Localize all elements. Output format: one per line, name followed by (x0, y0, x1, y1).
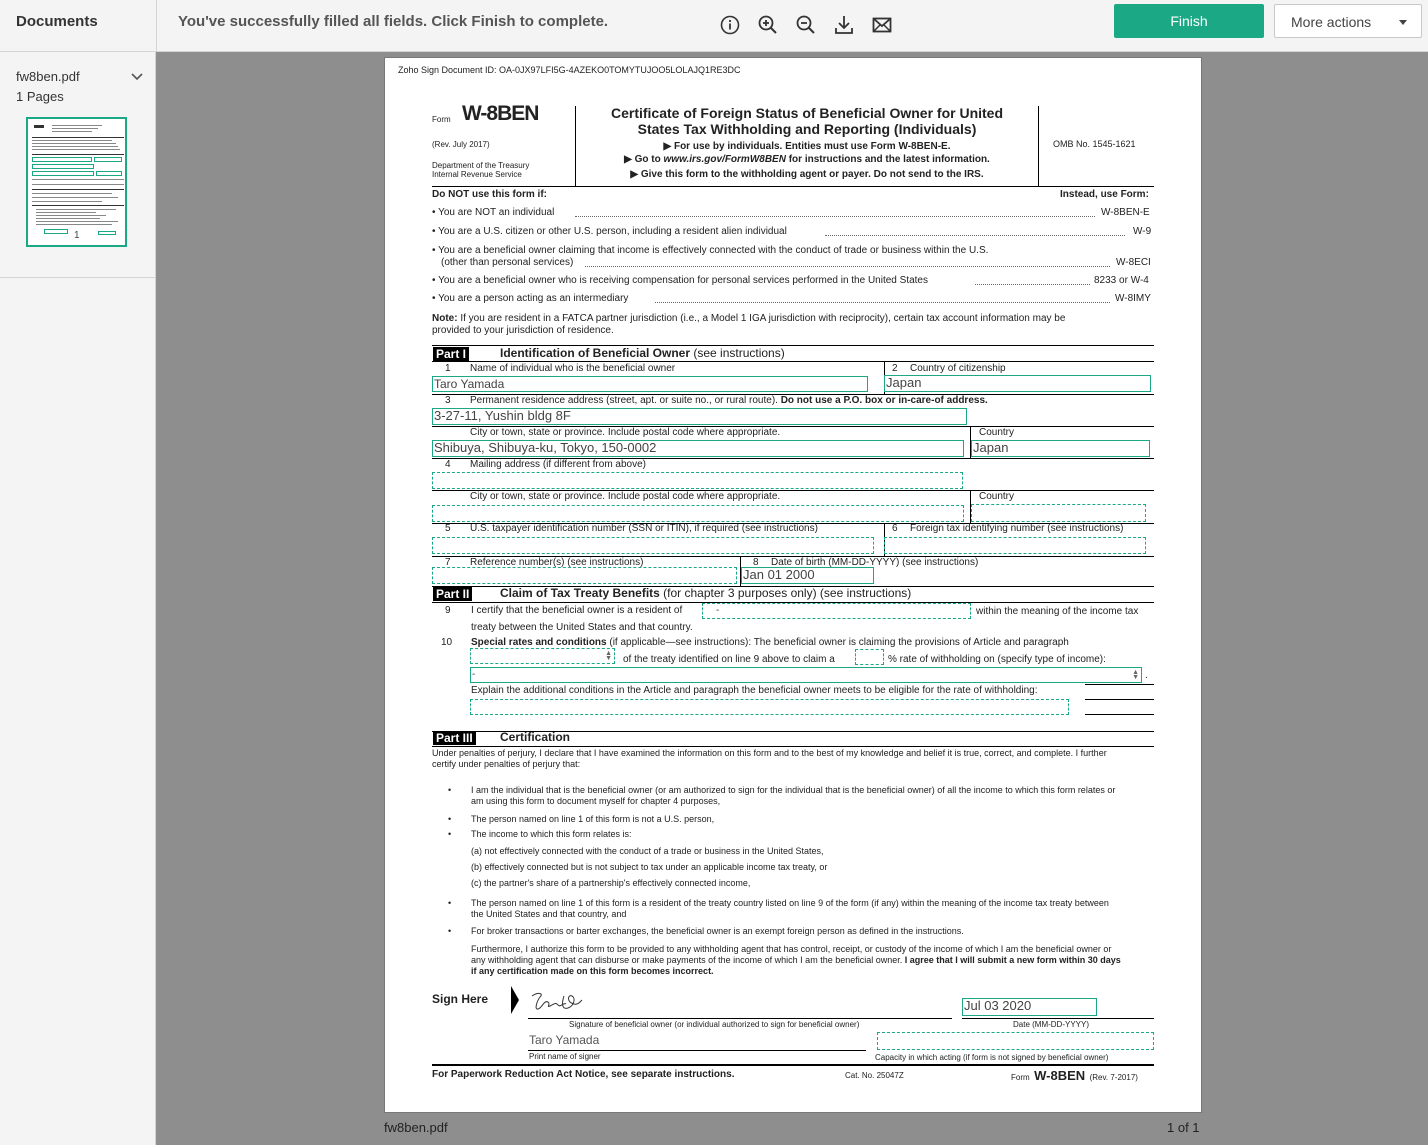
note-line-2: provided to your jurisdiction of residence. (432, 325, 614, 336)
row-rule (1085, 699, 1154, 700)
city-label: City or town, state or province. Include postal code where appropriate. (470, 427, 781, 438)
name-field[interactable]: Taro Yamada (432, 376, 868, 392)
finish-button[interactable]: Finish (1114, 4, 1264, 38)
city-field[interactable]: Shibuya, Shibuya-ku, Tokyo, 150-0002 (432, 440, 964, 457)
top-toolbar (0, 0, 1428, 52)
line2-number: 2 (892, 363, 898, 374)
line5-number: 5 (445, 523, 451, 534)
part3-tag: Part III (433, 731, 476, 745)
status-message: You've successfully filled all fields. Click Finish to complete. (178, 13, 609, 30)
more-actions-label: More actions (1291, 14, 1372, 30)
form-instruction-1: ▶ For use by individuals. Entities must use Form W-8BEN-E. (663, 141, 951, 152)
form-name: W-8BEN (462, 102, 539, 125)
bullet: • (448, 926, 452, 936)
exclusion-row-1: • You are NOT an individual (432, 207, 558, 218)
bullet: • (448, 814, 452, 824)
cert-item-4b: the United States and that country, and (471, 909, 627, 919)
exclusion-row-2: • You are a U.S. citizen or other U.S. person, including a resident alien individual (432, 226, 791, 237)
treaty-country-field[interactable] (702, 603, 971, 619)
sidebar-divider (0, 277, 156, 278)
sign-here-label: Sign Here (432, 992, 489, 1006)
dot-leader (655, 302, 1110, 303)
additional-conditions-field[interactable] (470, 699, 1069, 715)
line3-label: Permanent residence address (street, apt. or suite no., or rural route). Do not use a P.O. box or in-care-of address. (470, 395, 988, 406)
line3-number: 3 (445, 395, 451, 406)
line9-text-a: I certify that the beneficial owner is a resident of (471, 605, 683, 616)
do-not-use-heading: Do NOT use this form if: (432, 189, 547, 200)
line10-text-d: Explain the additional conditions in the Article and paragraph the beneficial owner meets to be eligible for the rate of withholding: (471, 685, 1038, 696)
signature-label: Signature of beneficial owner (or individual authorized to sign for beneficial owner) (569, 1020, 860, 1029)
info-icon[interactable] (718, 13, 742, 37)
footer-file-name: fw8ben.pdf (384, 1120, 448, 1135)
line10-text-b: of the treaty identified on line 9 above to claim a (623, 654, 835, 665)
cert-item-6c: if any certification made on this form becomes incorrect. (471, 966, 714, 976)
zoom-in-icon[interactable] (756, 13, 780, 37)
date-of-birth-field[interactable]: Jan 01 2000 (741, 567, 874, 584)
line10-period: . (1145, 670, 1148, 681)
cert-intro-1: Under penalties of perjury, I declare that I have examined the information on this form and to the best of my knowledge and belief it is true, correct, and complete. I further (432, 748, 1107, 758)
more-actions-dropdown[interactable] (1274, 4, 1422, 38)
line9-text-c: treaty between the United States and that country. (471, 622, 693, 633)
part2-heading: Claim of Tax Treaty Benefits (for chapter 3 purposes only) (see instructions) (500, 586, 912, 600)
country-field[interactable]: Japan (971, 440, 1150, 457)
cert-item-3: The income to which this form relates is: (471, 829, 632, 839)
footer-form-name: Form W-8BEN (Rev. 7-2017) (1011, 1068, 1138, 1083)
document-id: Zoho Sign Document ID: OA-0JX97LFI5G-4AZEKO0TOMYTUJOO5LOLAJQ1RE3DC (398, 65, 741, 75)
document-name[interactable]: fw8ben.pdf (16, 69, 80, 84)
income-type-select[interactable] (470, 667, 1142, 683)
instead-use-heading: Instead, use Form: (1060, 189, 1149, 200)
spinner-arrows-icon: ▲ ▼ (605, 650, 612, 662)
catalog-number: Cat. No. 25047Z (845, 1071, 904, 1080)
exclusion-form-3: W-8ECI (1116, 257, 1151, 268)
cert-item-4a: The person named on line 1 of this form is a resident of the treaty country listed on line 9 of the form (if any) within the meaning of the income tax treaty between (471, 898, 1109, 908)
form-revision: (Rev. July 2017) (432, 140, 490, 149)
mail-icon[interactable] (870, 13, 894, 37)
cert-item-6a: Furthermore, I authorize this form to be provided to any withholding agent that has control, receipt, or custody of the income of which I am the beneficial owner or (471, 944, 1112, 954)
reference-number-field[interactable] (432, 567, 737, 584)
row-rule (1085, 714, 1154, 715)
cert-item-3b: (b) effectively connected but is not subject to tax under an applicable income tax treaty, or (471, 862, 828, 872)
exclusion-form-4: 8233 or W-4 (1094, 275, 1149, 286)
exclusion-row-4: • You are a beneficial owner who is receiving compensation for personal services performed in the United States (432, 275, 932, 286)
foreign-tin-field[interactable] (884, 537, 1146, 554)
thumbnail-page-number: 1 (74, 230, 80, 241)
part3-heading-rule (432, 746, 1154, 747)
cert-item-1a: I am the individual that is the beneficial owner (or am authorized to sign for the individual that is the beneficial owner) of all the income to which this form relates or (471, 785, 1116, 795)
document-page-count: 1 Pages (16, 89, 64, 104)
date-label: Date (MM-DD-YYYY) (1013, 1020, 1090, 1029)
line8-label: Date of birth (MM-DD-YYYY) (see instructions) (771, 557, 979, 568)
dot-leader (975, 284, 1090, 285)
form-instruction-2: ▶ Go to www.irs.gov/FormW8BEN for instructions and the latest information. (624, 154, 990, 165)
line7-label: Reference number(s) (see instructions) (470, 557, 644, 568)
line4-number: 4 (445, 459, 451, 470)
line4-label: Mailing address (if different from above) (470, 459, 647, 470)
cert-item-2: The person named on line 1 of this form is not a U.S. person, (471, 814, 715, 824)
header-bottom-rule (432, 186, 1154, 187)
line6-label: Foreign tax identifying number (see instructions) (910, 523, 1124, 534)
line10-number: 10 (441, 637, 453, 648)
chevron-down-icon[interactable] (130, 70, 144, 84)
income-type-value: - (472, 669, 476, 680)
dot-leader (825, 235, 1125, 236)
print-name-label: Print name of signer (529, 1052, 601, 1061)
cert-item-3c: (c) the partner's share of a partnership's effectively connected income, (471, 878, 751, 888)
line8-number: 8 (753, 557, 759, 568)
part3-heading: Certification (500, 730, 571, 744)
documents-sidebar (0, 52, 156, 1145)
note-line-1: Note: If you are resident in a FATCA partner jurisdiction (i.e., a Model 1 IGA jurisdiction with reciprocity), certain tax account information may be (432, 313, 1066, 324)
row-rule (1085, 684, 1154, 685)
documents-title: Documents (16, 13, 98, 30)
footer-page-indicator: 1 of 1 (1167, 1120, 1200, 1135)
form-title-line2: States Tax Withholding and Reporting (Individuals) (637, 121, 977, 137)
line7-number: 7 (445, 557, 451, 568)
citizenship-field[interactable]: Japan (884, 375, 1151, 392)
form-instruction-3: ▶ Give this form to the withholding agent or payer. Do not send to the IRS. (630, 169, 984, 180)
bullet: • (448, 829, 452, 839)
line1-label: Name of individual who is the beneficial owner (470, 363, 676, 374)
mailing-country-field[interactable] (971, 504, 1146, 522)
line9-number: 9 (445, 605, 451, 616)
mailing-address-field[interactable] (432, 472, 963, 489)
cert-item-1b: am using this form to document myself for chapter 4 purposes, (471, 796, 721, 806)
country-label: Country (979, 427, 1015, 438)
signature-rule (528, 1018, 952, 1019)
form-word: Form (432, 115, 451, 124)
exclusion-form-5: W-8IMY (1115, 293, 1151, 304)
exclusion-form-1: W-8BEN-E (1101, 207, 1150, 218)
part2-tag: Part II (433, 587, 472, 601)
part1-heading-rule (432, 361, 1154, 362)
bullet: • (448, 785, 452, 795)
caret-down-icon (1399, 20, 1407, 25)
line6-number: 6 (892, 523, 898, 534)
date-rule (962, 1018, 1154, 1019)
bullet: • (448, 898, 452, 908)
cert-item-6b: any withholding agent that can disburse or make payments of the income of which I am the beneficial owner. I agree that I will submit a new form within 30 days (471, 955, 1121, 965)
sign-arrow-icon (511, 986, 519, 1014)
withholding-rate-field[interactable] (855, 649, 884, 665)
signature-date-field[interactable]: Jul 03 2020 (962, 998, 1097, 1016)
us-tin-field[interactable] (432, 537, 874, 554)
capacity-field[interactable] (877, 1032, 1154, 1050)
exclusion-row-3: • You are a beneficial owner claiming that income is effectively connected with the conduct of trade or business within the U.S. (432, 245, 989, 256)
zoom-out-icon[interactable] (794, 13, 818, 37)
line5-label: U.S. taxpayer identification number (SSN or ITIN), if required (see instructions) (470, 523, 818, 534)
print-name-value: Taro Yamada (529, 1033, 600, 1047)
address-field[interactable]: 3-27-11, Yushin bldg 8F (432, 408, 967, 425)
paperwork-notice: For Paperwork Reduction Act Notice, see separate instructions. (432, 1069, 735, 1080)
mailing-city-label: City or town, state or province. Include postal code where appropriate. (470, 491, 781, 502)
omb-number: OMB No. 1545-1621 (1053, 139, 1136, 149)
cert-intro-2: certify under penalties of perjury that: (432, 759, 581, 769)
article-paragraph-select[interactable] (470, 648, 615, 664)
cert-item-5: For broker transactions or barter exchanges, the beneficial owner is an exempt foreign person as defined in the instructions. (471, 926, 964, 936)
line2-label: Country of citizenship (910, 363, 1006, 374)
line10-text-c: % rate of withholding on (specify type of income): (888, 654, 1106, 665)
page-thumbnail[interactable] (26, 117, 127, 247)
header-divider-right (1038, 106, 1039, 186)
department: Department of the Treasury (432, 161, 530, 170)
spinner-arrows-icon: ▲ ▼ (1132, 669, 1139, 681)
mailing-country-label: Country (979, 491, 1015, 502)
cert-item-3a: (a) not effectively connected with the conduct of a trade or business in the United States, (471, 846, 824, 856)
exclusion-row-5: • You are a person acting as an intermediary (432, 293, 632, 304)
print-name-rule (528, 1050, 866, 1051)
capacity-label: Capacity in which acting (if form is not signed by beneficial owner) (875, 1053, 1109, 1062)
dot-leader (575, 216, 1095, 217)
line1-number: 1 (445, 363, 451, 374)
exclusion-form-2: W-9 (1133, 226, 1152, 237)
document-page (384, 57, 1202, 1113)
part1-tag: Part I (433, 347, 469, 361)
exclusion-row-3b: (other than personal services) (441, 257, 577, 268)
irs: Internal Revenue Service (432, 170, 522, 179)
dot-leader (585, 266, 1110, 267)
line10-text-a: Special rates and conditions (if applicable—see instructions): The beneficial owner is claiming the provisions of Article and paragraph (471, 637, 1069, 648)
form-title-line1: Certificate of Foreign Status of Beneficial Owner for United (610, 105, 1004, 121)
toolbar-divider (156, 0, 157, 52)
download-icon[interactable] (832, 13, 856, 37)
header-divider-left (575, 106, 576, 186)
signature-image[interactable] (528, 988, 584, 1016)
mailing-city-field[interactable] (432, 505, 964, 522)
part1-heading: Identification of Beneficial Owner (see instructions) (500, 346, 785, 360)
treaty-country-value: - (716, 605, 720, 616)
footer-rule (432, 1064, 1154, 1066)
line9-text-b: within the meaning of the income tax (976, 606, 1139, 617)
